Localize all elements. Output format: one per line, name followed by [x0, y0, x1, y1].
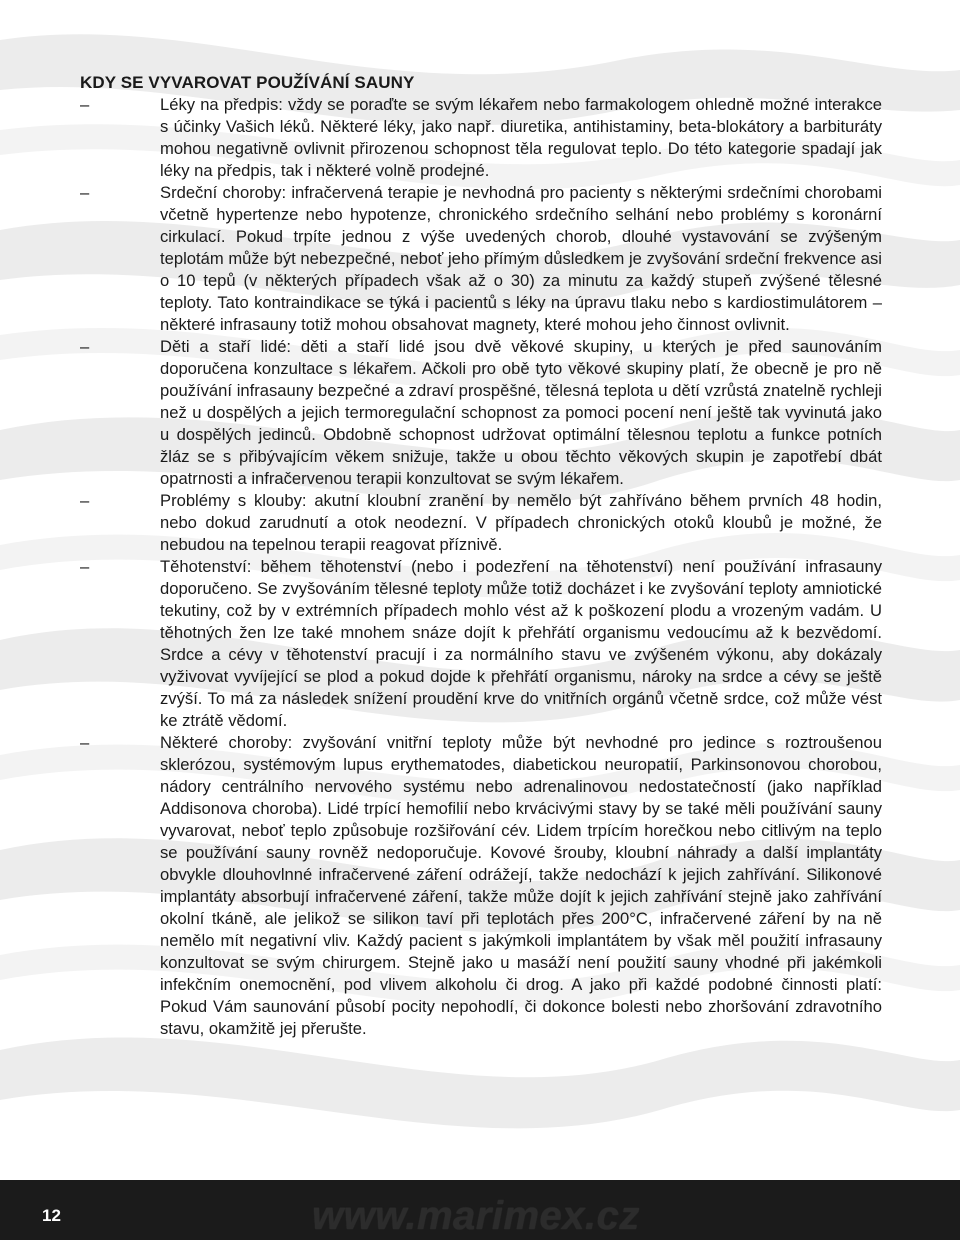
contraindication-list	[80, 94, 882, 1040]
page-number: 12	[42, 1206, 61, 1225]
list-dash: –	[80, 491, 90, 510]
list-dash: –	[80, 733, 90, 752]
list-item-text: Těhotenství: během těhotenství (nebo i podezření na těhotenství) není používání infrasauny doporučeno. Se zvyšováním tělesné teploty může totiž docházet i ke zvyšování teploty amniotické tekutiny, což by v extrémních případech mohlo vést až k poškození plodu a vrozeným vadám. U těhotných žen lze také mnohem snáze dojít k přehřátí organismu vedoucímu až k bezvědomí. Srdce a cévy v těhotenství pracují i za normálního stavu ve zvýšeném výkonu, aby dokázaly vyživovat vyvíjející se plod a pokud dojde k přehřátí organismu, nároky na srdce a cévy se ještě zvýší. To má za následek snížení proudění krve do vnitřních orgánů včetně srdce, což může vést ke ztrátě vědomí.	[160, 557, 882, 730]
list-item-text: Děti a staří lidé: děti a staří lidé jsou dvě věkové skupiny, u kterých je před saunováním doporučena konzultace s lékařem. Ačkoli pro obě tyto věkové skupiny platí, že obecně je pro ně používání infrasauny bezpečné a zdraví prospěšné, tělesná teplota u dětí vzrůstá znatelně rychleji než u dospělých a jejich termoregulační schopnost za pomoci pocení není ještě tak vyvinutá jako u dospělých jedinců. Obdobně schopnost udržovat optimální tělesnou teplotu a funkce potních žláz se s přibývajícím věkem snižuje, takže u obou těchto věkových skupin je zapotřebí dbát opatrnosti a infračervenou terapii konzultovat se svým lékařem.	[160, 337, 882, 488]
section-heading: KDY SE VYVAROVAT POUŽÍVÁNÍ SAUNY	[80, 73, 415, 92]
list-item	[80, 336, 882, 490]
website-url[interactable]: www.marimex.cz	[312, 1194, 640, 1238]
page-content	[80, 72, 882, 1040]
list-item	[80, 490, 882, 556]
list-dash: –	[80, 95, 90, 114]
list-item-text: Některé choroby: zvyšování vnitřní teploty může být nevhodné pro jedince s roztroušenou sklerózou, systémovým lupus erythematodes, diabetickou neuropatií, Parkinsonovou chorobou, nádory centrálního nervového systému nebo adrenalinovou nedostatečností (jako například Addisonova choroba). Lidé trpící hemofilií nebo krvácivými stavy by se také měli používání sauny vyvarovat, neboť teplo způsobuje rozšiřování cév. Lidem trpícím horečkou nebo citlivým na teplo se používání sauny rovněž nedoporučuje. Kovové šrouby, kloubní náhrady a další implantáty obvykle dlouhovlnné infračervené záření odrážejí, takže nedochází k jejich zahřívání. Silikonové implantáty absorbují infračervené záření, takže může dojít k jejich zahřívání stejně jako zahřívání okolní tkáně, ale jelikož se silikon taví při teplotách přes 200°C, infračervené záření by na ně nemělo mít negativní vliv. Každý pacient s jakýmkoli implantátem by však měl použití infrasauny konzultovat se svým chirurgem. Stejně jako u masáží není použití sauny vhodné při jakémkoli infekčním onemocnění, pod vlivem alkoholu či drog. A jako při každé podobné činnosti platí: Pokud Vám saunování působí pocity nepohodlí, či dokonce bolesti nebo zhoršování zdravotního stavu, okamžitě jej přerušte.	[160, 733, 882, 1038]
list-dash: –	[80, 557, 90, 576]
list-item	[80, 182, 882, 336]
list-item	[80, 556, 882, 732]
list-item	[80, 732, 882, 1040]
page-footer	[0, 1180, 960, 1240]
list-item-text: Problémy s klouby: akutní kloubní zranění by nemělo být zahříváno během prvních 48 hodin, nebo dokud zarudnutí a otok neodezní. V případech chronických otoků kloubů je možné, že nebudou na tepelnou terapii reagovat příznivě.	[160, 491, 882, 554]
list-item-text: Léky na předpis: vždy se poraďte se svým lékařem nebo farmakologem ohledně možné interakce s účinky Vašich léků. Některé léky, jako např. diuretika, antihistaminy, beta-blokátory a barbituráty mohou negativně ovlivnit přirozenou schopnost těla regulovat teplo. Do této kategorie spadají jak léky na předpis, tak i některé volně prodejné.	[160, 95, 882, 180]
list-dash: –	[80, 183, 90, 202]
list-dash: –	[80, 337, 90, 356]
list-item	[80, 94, 882, 182]
list-item-text: Srdeční choroby: infračervená terapie je nevhodná pro pacienty s některými srdečními chorobami včetně hypertenze nebo hypotenze, chronického srdečního selhání nebo problémy s koronární cirkulací. Pokud trpíte jednou z výše uvedených chorob, dlouhé vystavování se zvýšeným teplotám může být nebezpečné, neboť jeho přímým důsledkem je zvyšování srdeční frekvence asi o 10 tepů (v některých případech však až o 30) za minutu za každý stupeň zvýšené tělesné teploty. Tato kontraindikace se týká i pacientů s léky na úpravu tlaku nebo s kardiostimulátorem – některé infrasauny totiž mohou obsahovat magnety, které mohou jeho činnost ovlivnit.	[160, 183, 882, 334]
